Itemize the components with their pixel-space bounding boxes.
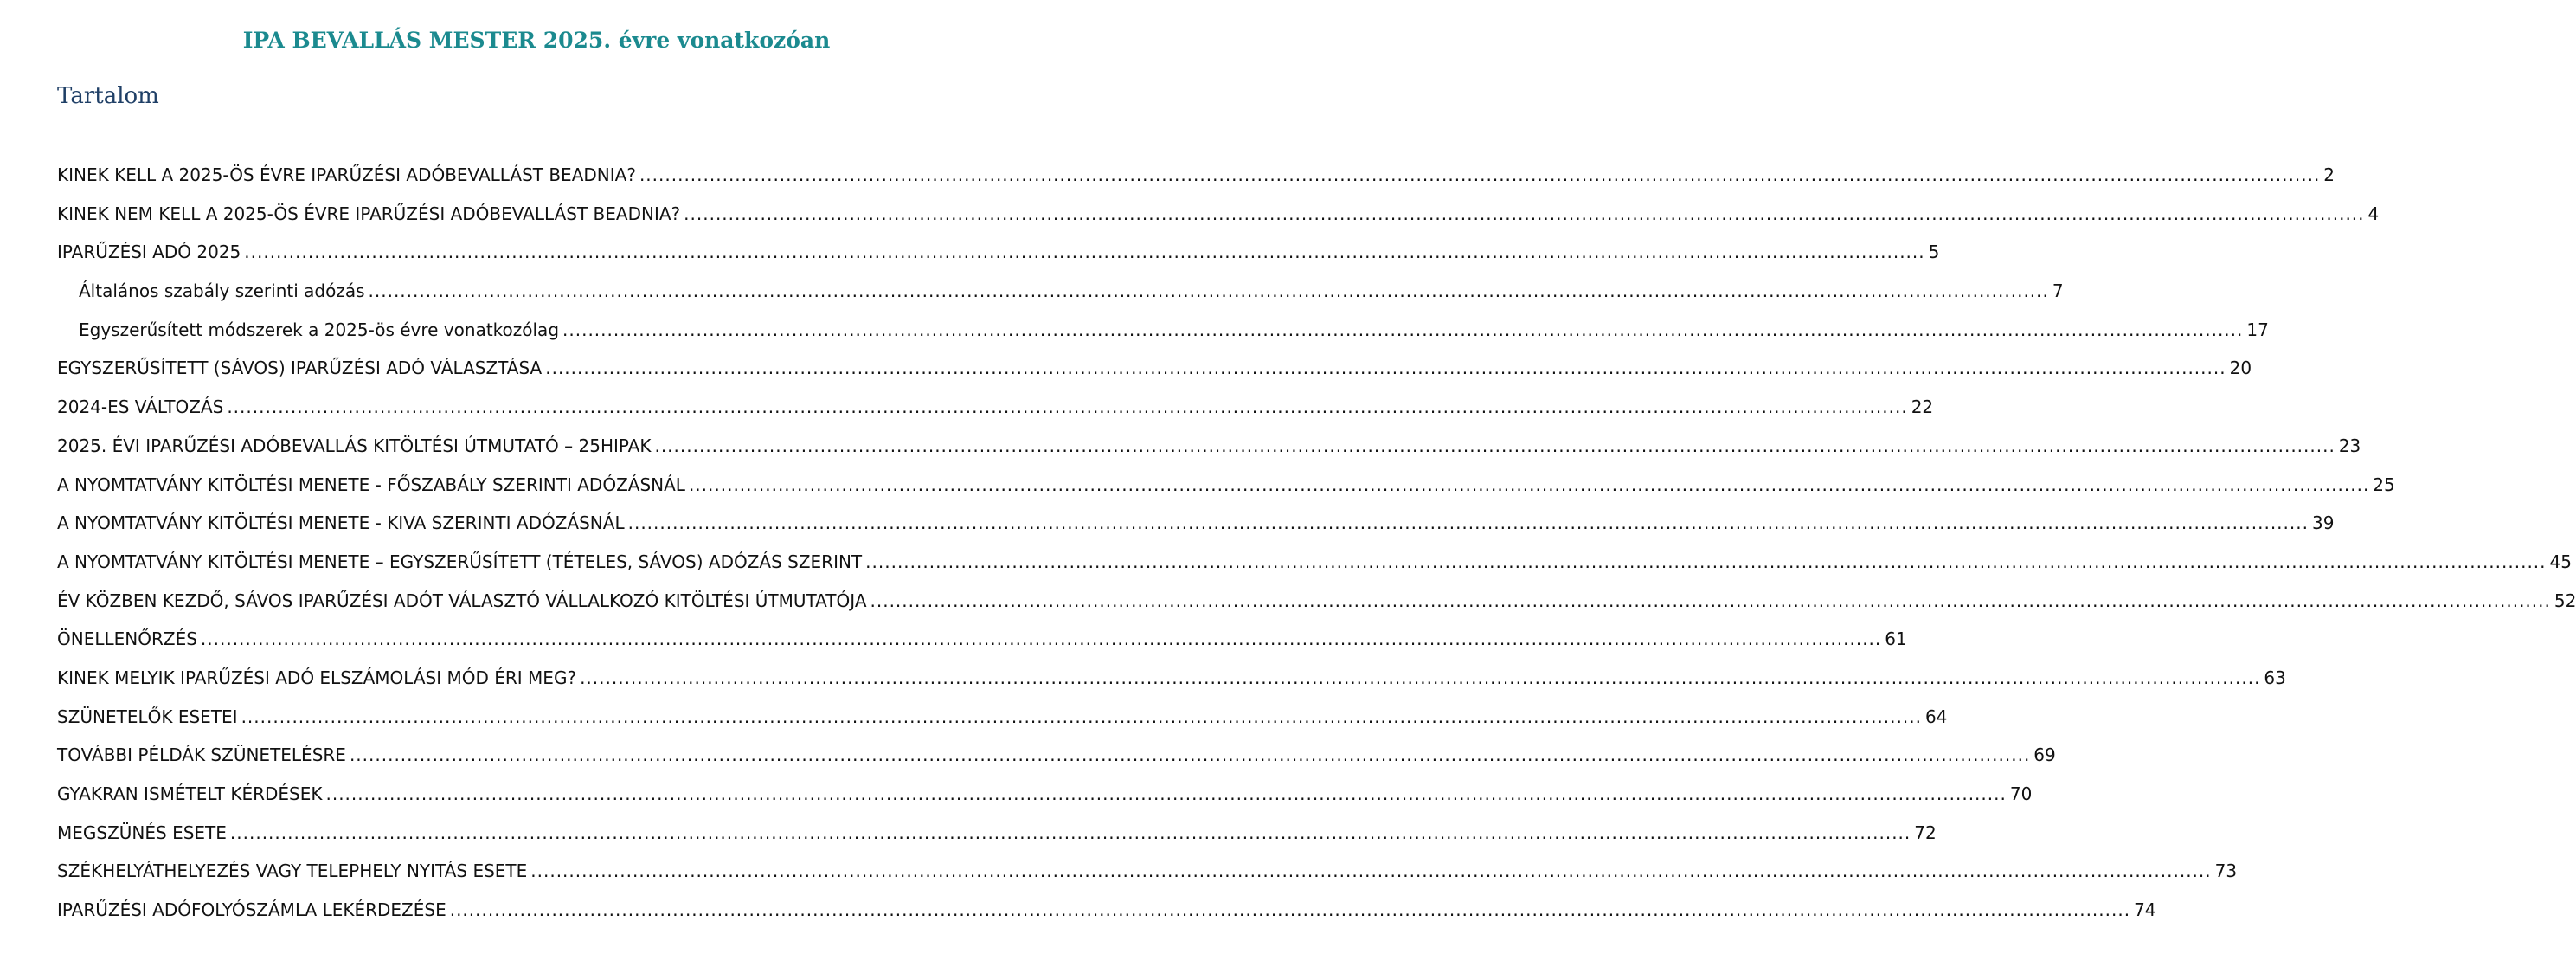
toc-entry-title: KINEK NEM KELL A 2025-ÖS ÉVRE IPARŰZÉSI ADÓBEVALLÁST BEADNIA? [57,203,681,224]
toc-entry-title: EGYSZERŰSÍTETT (SÁVOS) IPARŰZÉSI ADÓ VÁLASZTÁSA [57,358,543,379]
toc-entry[interactable] [57,620,1907,659]
toc-entry-title: Általános szabály szerinti adózás [79,280,365,302]
toc-page-number: 70 [2009,783,2033,804]
dot-leader [654,427,2335,465]
toc-page-number: 23 [2338,435,2361,456]
toc-page-number: 72 [1914,822,1937,843]
toc-entry-title: KINEK MELYIK IPARŰZÉSI ADÓ ELSZÁMOLÁSI MÓD ÉRI MEG? [57,667,577,688]
document-title: IPA BEVALLÁS MESTER 2025. évre vonatkozóan [242,28,831,53]
toc-entry[interactable] [57,466,2395,505]
dot-leader [639,156,2320,194]
dot-leader [562,311,2243,349]
dot-leader [325,775,2006,813]
toc-entry-title: GYAKRAN ISMÉTELT KÉRDÉSEK [57,783,323,804]
toc-entry-title: 2024-ES VÁLTOZÁS [57,396,224,418]
dot-leader [369,272,2049,310]
toc-heading: Tartalom [57,83,159,109]
dot-leader [689,466,2369,504]
toc-entry-title: SZÉKHELYÁTHELYEZÉS VAGY TELEPHELY NYITÁS ESETE [57,861,528,882]
toc-entry-title: A NYOMTATVÁNY KITÖLTÉSI MENETE – EGYSZERŰSÍTETT (TÉTELES, SÁVOS) ADÓZÁS SZERINT [57,551,863,572]
dot-leader [244,233,1924,271]
dot-leader [201,620,1881,658]
toc-entry-title: KINEK KELL A 2025-ÖS ÉVRE IPARŰZÉSI ADÓBEVALLÁST BEADNIA? [57,164,636,185]
toc-page-number: 69 [2033,745,2056,766]
toc-entry[interactable] [57,775,2033,814]
toc-entry[interactable] [57,659,2286,698]
toc-entry[interactable] [57,195,2380,234]
toc-entry-title: A NYOMTATVÁNY KITÖLTÉSI MENETE - FŐSZABÁLY SZERINTI ADÓZÁSNÁL [57,474,685,495]
dot-leader [684,195,2364,233]
toc-entry[interactable] [57,736,2056,775]
toc-entry-title: SZÜNETELŐK ESETEI [57,706,238,727]
toc-entry[interactable] [57,311,2269,350]
toc-entry[interactable] [57,582,2576,621]
toc-page-number: 63 [2264,667,2286,688]
toc-page-number: 39 [2311,512,2335,534]
toc-entry[interactable] [57,852,2238,891]
toc-page-number: 25 [2373,474,2395,495]
toc-entry[interactable] [57,698,1948,737]
dot-leader [230,814,1911,852]
dot-leader [865,543,2546,581]
table-of-contents [57,156,2576,930]
toc-entry-title: ÖNELLENŐRZÉS [57,628,197,650]
dot-leader [628,504,2309,542]
dot-leader [530,852,2211,890]
toc-entry[interactable] [57,388,1934,427]
dot-leader [580,659,2260,697]
toc-entry[interactable] [57,427,2361,466]
toc-entry[interactable] [57,272,2064,311]
toc-page-number: 5 [1928,242,1940,263]
dot-leader [350,736,2030,774]
toc-page-number: 2 [2323,164,2335,185]
toc-page-number: 45 [2549,551,2572,572]
toc-entry[interactable] [57,233,1940,272]
toc-entry[interactable] [57,543,2572,582]
toc-entry[interactable] [57,504,2335,543]
dot-leader [450,891,2130,929]
dot-leader [227,388,1907,426]
toc-entry-title: IPARŰZÉSI ADÓ 2025 [57,242,241,263]
toc-page-number: 52 [2554,590,2576,611]
toc-entry-title: ÉV KÖZBEN KEZDŐ, SÁVOS IPARŰZÉSI ADÓT VÁLASZTÓ VÁLLALKOZÓ KITÖLTÉSI ÚTMUTATÓJA [57,590,867,611]
toc-page-number: 73 [2214,861,2238,882]
toc-entry-title: 2025. ÉVI IPARŰZÉSI ADÓBEVALLÁS KITÖLTÉSI ÚTMUTATÓ – 25HIPAK [57,435,652,456]
dot-leader [241,698,1922,736]
toc-page-number: 64 [1924,706,1948,727]
toc-page-number: 7 [2052,280,2064,302]
dot-leader [545,349,2226,387]
toc-entry-title: MEGSZÜNÉS ESETE [57,822,227,843]
toc-entry-title: Egyszerűsített módszerek a 2025-ös évre vonatkozólag [79,319,560,340]
toc-page-number: 4 [2367,203,2380,224]
toc-entry-title: TOVÁBBI PÉLDÁK SZÜNETELÉSRE [57,745,346,766]
toc-entry-title: A NYOMTATVÁNY KITÖLTÉSI MENETE - KIVA SZERINTI ADÓZÁSNÁL [57,512,625,534]
toc-page-number: 22 [1911,396,1934,418]
toc-entry[interactable] [57,349,2252,388]
toc-page-number: 74 [2134,899,2156,921]
toc-page-number: 17 [2246,319,2269,340]
toc-page-number: 20 [2229,358,2252,379]
toc-entry-title: IPARŰZÉSI ADÓFOLYÓSZÁMLA LEKÉRDEZÉSE [57,899,446,921]
toc-entry[interactable] [57,814,1937,853]
dot-leader [870,582,2551,620]
toc-entry[interactable] [57,156,2335,195]
toc-page-number: 61 [1885,628,1907,650]
toc-entry[interactable] [57,891,2156,930]
